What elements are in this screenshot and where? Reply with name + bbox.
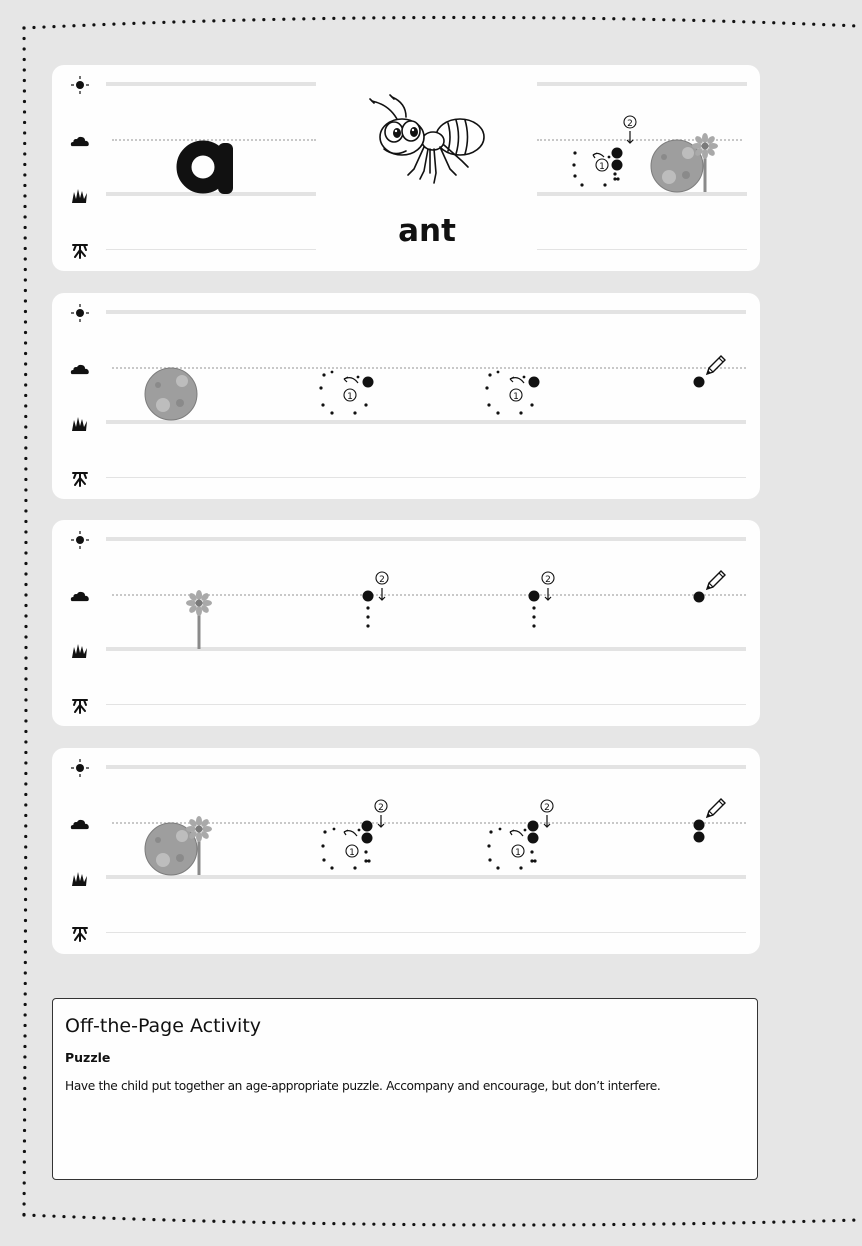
top-guide-line (537, 82, 747, 86)
grass-icon (70, 868, 90, 888)
tracing-card-circle-stroke (52, 293, 760, 499)
flower-picture (690, 133, 720, 193)
grass-icon (70, 640, 90, 660)
cloud-icon (70, 587, 90, 607)
circle-stroke-guide (312, 363, 382, 423)
start-dot (693, 819, 705, 831)
down-stroke-guide (352, 568, 392, 640)
roots-icon (70, 924, 90, 944)
base-guide-line (106, 420, 746, 424)
svg-text:1: 1 (515, 848, 521, 858)
bottom-guide-line (106, 477, 746, 478)
activity-subtitle: Puzzle (65, 1050, 111, 1065)
tracing-card-full-letter (52, 748, 760, 954)
roots-icon (70, 696, 90, 716)
grass-icon (70, 413, 90, 433)
svg-text:2: 2 (378, 803, 384, 813)
svg-text:1: 1 (513, 392, 519, 402)
top-guide-line (106, 537, 746, 541)
start-dot (693, 376, 705, 388)
bottom-guide-line (106, 704, 746, 705)
bottom-guide-line (537, 249, 747, 250)
svg-text:1: 1 (347, 392, 353, 402)
svg-text:1: 1 (349, 848, 355, 858)
top-guide-line (106, 765, 746, 769)
mid-guide-line (112, 367, 746, 369)
pencil-icon (704, 568, 728, 592)
off-the-page-activity-box (52, 998, 758, 1180)
sun-icon (70, 75, 90, 95)
activity-instructions: Have the child put together an age-appropriate puzzle. Accompany and encourage, but don’t interfere. (65, 1079, 661, 1093)
svg-text:2: 2 (544, 803, 550, 813)
svg-text:2: 2 (627, 119, 633, 129)
tracing-card-letter-intro (52, 65, 760, 271)
activity-title: Off-the-Page Activity (65, 1015, 262, 1037)
roots-icon (70, 241, 90, 261)
svg-text:2: 2 (379, 575, 385, 585)
bottom-guide-line (106, 249, 316, 250)
sun-icon (70, 303, 90, 323)
svg-text:1: 1 (599, 162, 605, 172)
down-stroke-guide (518, 568, 558, 640)
sun-icon (70, 530, 90, 550)
roots-icon (70, 469, 90, 489)
cloud-icon (70, 132, 90, 152)
letter-a-stroke-guide (567, 113, 647, 193)
top-guide-line (106, 310, 746, 314)
svg-text:2: 2 (545, 575, 551, 585)
ant-illustration (364, 91, 488, 195)
start-dot (693, 591, 705, 603)
start-dot (693, 831, 705, 843)
circle-stroke-guide (478, 363, 548, 423)
sun-icon (70, 758, 90, 778)
letter-a-stroke-guide (315, 794, 395, 874)
letter-a-stroke-guide (481, 794, 561, 874)
flower-picture (184, 816, 214, 876)
moon-picture (144, 367, 198, 421)
tracing-card-down-stroke (52, 520, 760, 726)
top-guide-line (106, 82, 316, 86)
pencil-icon (704, 353, 728, 377)
bottom-guide-line (106, 932, 746, 933)
pencil-icon (704, 796, 728, 820)
grass-icon (70, 185, 90, 205)
cloud-icon (70, 360, 90, 380)
cloud-icon (70, 815, 90, 835)
example-word: ant (398, 213, 456, 249)
letter-a-model (176, 137, 236, 195)
flower-picture (184, 590, 214, 650)
